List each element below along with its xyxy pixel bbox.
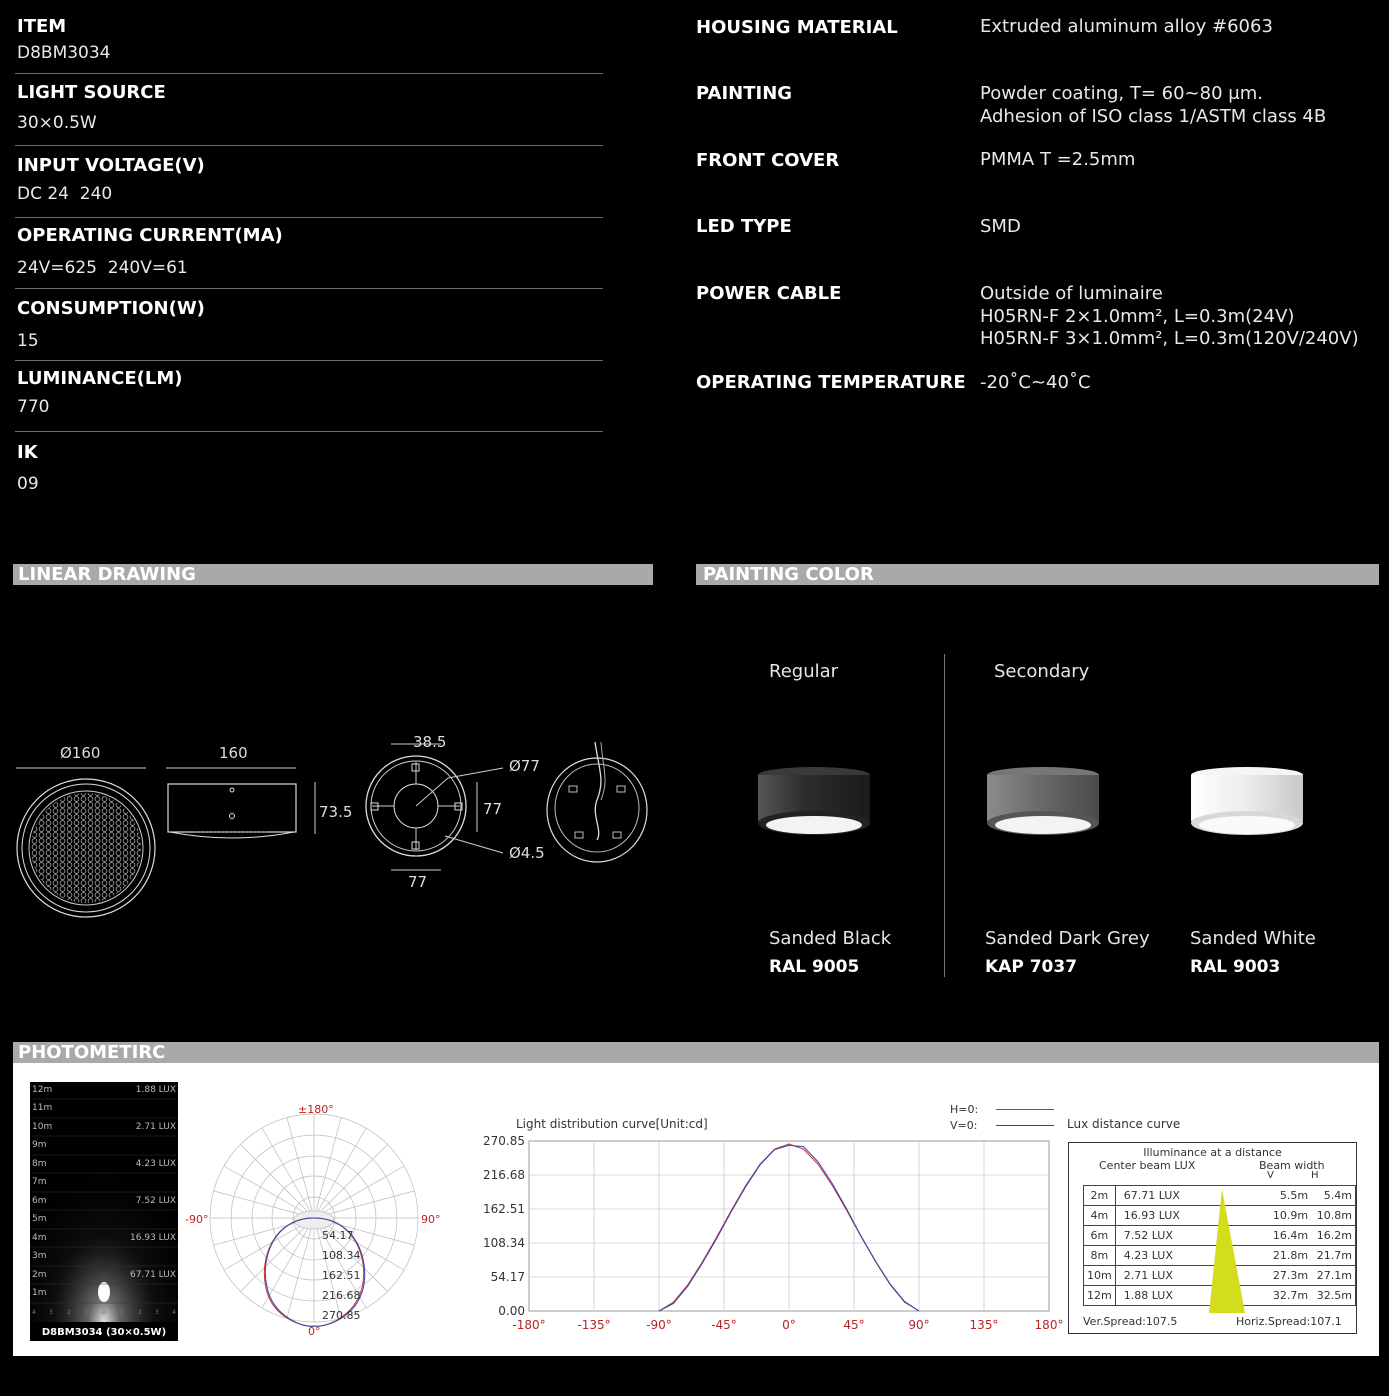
dim-diameter: Ø160 [60,744,101,762]
painting-divider [944,654,945,977]
lux-row-h: 16.2m [1311,1226,1355,1246]
legend-v: V=0: [950,1119,977,1132]
spec-value-line: PMMA T =2.5mm [980,149,1136,170]
spec-value [980,216,1021,239]
legend-h-line [996,1109,1054,1110]
dim-bottom: 77 [408,873,428,891]
lux-x-tick: 0 [102,1309,106,1316]
legend-h: H=0: [950,1103,978,1116]
spec-value: 15 [17,331,39,351]
spec-label: IK [17,442,38,463]
paint-name-white: Sanded White [1190,928,1316,949]
swatch-sanded-black [752,765,877,845]
lux-row-label: 12m [32,1085,53,1095]
y-tick-label: 162.51 [483,1202,525,1216]
polar-ring-label: 162.51 [322,1269,361,1282]
section-bar-photometric [13,1042,1379,1063]
spec-label: OPERATING TEMPERATURE [696,372,966,393]
polar-bottom-label: 0° [308,1325,321,1338]
dim-hole-large: Ø77 [509,757,540,775]
polar-plot [198,1093,458,1343]
paint-code-dark-grey: KAP 7037 [985,957,1078,977]
lux-row-h: 27.1m [1311,1266,1355,1286]
lux-row-label: 1m [32,1288,47,1298]
lux-row-dist: 10m [1084,1266,1116,1286]
section-title-photometric: PHOTOMETIRC [18,1042,166,1063]
section-title-linear-drawing: LINEAR DRAWING [18,564,196,585]
spec-value [980,16,1273,39]
spec-item [17,16,603,64]
spec-value [980,283,1359,351]
spec-value: 30×0.5W [17,113,97,133]
divider [15,431,603,432]
paint-code-white: RAL 9003 [1190,957,1281,977]
spec-value-line: Outside of luminaire [980,283,1163,304]
spec-label: PAINTING [696,83,793,104]
lux-row-v: 5.5m [1267,1186,1311,1206]
swatch-sanded-white [1185,765,1310,845]
spec-label: LED TYPE [696,216,792,237]
polar-ring-label: 54.17 [322,1229,354,1242]
spec-label: CONSUMPTION(W) [17,298,205,319]
col-v: V [1267,1170,1274,1181]
light-distribution-chart [463,1133,1064,1343]
secondary-label: Secondary [994,661,1090,682]
x-tick-label: 90° [908,1318,930,1332]
polar-right-label: 90° [421,1213,441,1226]
lux-x-tick: 2 [138,1309,142,1316]
y-tick-label: 0.00 [498,1304,525,1318]
lux-light-glow [30,1082,178,1341]
x-tick-label: -180° [512,1318,546,1332]
lux-row-v: 10.9m [1267,1206,1311,1226]
lux-distance-title: Lux distance curve [1067,1117,1181,1131]
lux-row-label: 4m [32,1233,47,1243]
dim-top: 38.5 [413,733,447,751]
x-tick-label: 135° [969,1318,999,1332]
dim-width: 160 [219,744,248,762]
divider [15,73,603,74]
lux-x-tick: 3 [49,1309,53,1316]
lux-row-h: 32.5m [1311,1286,1355,1306]
chart-title: Light distribution curve[Unit:cd] [516,1117,708,1131]
lux-x-tick: 4 [172,1309,176,1316]
lux-row-lux: 2.71 LUX [1115,1266,1202,1286]
lux-x-tick: 4 [32,1309,36,1316]
spec-value-line: Adhesion of ISO class 1/ASTM class 4B [980,105,1327,127]
spec-value: 24V=625 240V=61 [17,258,188,278]
polar-left-label: -90° [185,1213,209,1226]
lux-row-dist: 8m [1084,1246,1116,1266]
lux-x-ticks [30,1309,178,1319]
y-tick-label: 54.17 [490,1270,525,1284]
side-view-drawing [160,760,340,850]
y-tick-label: 216.68 [483,1168,525,1182]
lux-value: 2.71 LUX [135,1122,176,1132]
spec-label: ITEM [17,16,67,37]
lux-row-lux: 7.52 LUX [1115,1226,1202,1246]
lux-row-lux: 16.93 LUX [1115,1206,1202,1226]
lux-row-h: 5.4m [1311,1186,1355,1206]
divider [15,145,603,146]
x-tick-label: 0° [782,1318,796,1332]
photometric-panel [13,1063,1379,1356]
lux-row-v: 32.7m [1267,1286,1311,1306]
lux-row-dist: 12m [1084,1286,1116,1306]
lux-x-tick: 1 [120,1309,124,1316]
spec-value: 770 [17,397,50,417]
spec-item [17,442,603,495]
spec-label: FRONT COVER [696,150,840,171]
swatch-sanded-dark-grey [981,765,1106,845]
lux-row-label: 11m [32,1103,53,1113]
lux-row-lux: 67.71 LUX [1115,1186,1202,1206]
spec-value-line: SMD [980,216,1021,237]
col-beam: Beam width [1259,1159,1325,1172]
spec-label: INPUT VOLTAGE(V) [17,155,205,176]
col-center: Center beam LUX [1099,1159,1196,1172]
beam-cone [1209,1187,1269,1317]
lux-row-v: 16.4m [1267,1226,1311,1246]
lux-row-dist: 6m [1084,1226,1116,1246]
spec-item [17,155,603,205]
perspective-view-drawing [545,740,655,870]
spec-value-line: H05RN-F 3×1.0mm², L=0.3m(120V/240V) [980,328,1359,349]
horiz-spread: Horiz.Spread:107.1 [1236,1315,1342,1328]
spec-value-line: Powder coating, T= 60~80 μm. [980,83,1263,104]
lux-row-label: 5m [32,1214,47,1224]
paint-name-black: Sanded Black [769,928,892,949]
spec-item [17,225,603,279]
paint-code-black: RAL 9005 [769,957,860,977]
spec-value [980,372,1091,395]
lux-row-label: 3m [32,1251,47,1261]
spec-item [17,82,603,134]
spec-value: 09 [17,474,39,494]
spec-value-line: H05RN-F 2×1.0mm², L=0.3m(24V) [980,305,1295,327]
dim-side: 77 [483,800,503,818]
spec-value-line: -20˚C~40˚C [980,372,1091,393]
lux-row-label: 2m [32,1270,47,1280]
lux-row-v: 21.8m [1267,1246,1311,1266]
y-tick-label: 270.85 [483,1134,525,1148]
front-view-drawing [10,760,162,920]
divider [15,288,603,289]
spec-value: D8BM3034 [17,43,111,63]
divider [15,360,603,361]
spec-label: OPERATING CURRENT(MA) [17,225,283,246]
x-tick-label: 45° [843,1318,865,1332]
x-tick-label: -90° [646,1318,672,1332]
col-h: H [1311,1170,1319,1181]
lux-value: 7.52 LUX [135,1196,176,1206]
x-tick-label: -135° [577,1318,611,1332]
legend-v-label: V=0 [950,1119,974,1132]
lux-row-label: 8m [32,1159,47,1169]
spec-label: POWER CABLE [696,283,842,304]
lux-row-dist: 4m [1084,1206,1116,1226]
divider [15,217,603,218]
lux-row-v: 27.3m [1267,1266,1311,1286]
ver-spread: Ver.Spread:107.5 [1083,1315,1178,1328]
spec-label: HOUSING MATERIAL [696,17,898,38]
lux-x-tick: 1 [85,1309,89,1316]
lux-distance-box [1068,1142,1357,1334]
lux-value: 16.93 LUX [130,1233,176,1243]
spec-item [17,298,603,352]
dim-height: 73.5 [319,803,353,821]
lux-row-lux: 4.23 LUX [1115,1246,1202,1266]
lux-value: 4.23 LUX [135,1159,176,1169]
spec-label: LIGHT SOURCE [17,82,166,103]
spec-value [980,83,1326,128]
spec-item [17,368,603,418]
y-tick-label: 108.34 [483,1236,525,1250]
lux-row-h: 21.7m [1311,1246,1355,1266]
spec-label: LUMINANCE(LM) [17,368,183,389]
polar-ring-label: 108.34 [322,1249,361,1262]
lux-row-label: 7m [32,1177,47,1187]
spec-value-line: Extruded aluminum alloy #6063 [980,16,1273,37]
regular-label: Regular [769,661,839,682]
lux-x-tick: 2 [67,1309,71,1316]
lux-row-dist: 2m [1084,1186,1116,1206]
x-tick-label: -45° [711,1318,737,1332]
section-title-painting-color: PAINTING COLOR [703,564,874,585]
lux-row-label: 10m [32,1122,53,1132]
lux-falloff-panel [30,1082,178,1341]
lux-value: 67.71 LUX [130,1270,176,1280]
lux-row-label: 6m [32,1196,47,1206]
dim-hole-small: Ø4.5 [509,844,545,862]
lux-x-tick: 3 [155,1309,159,1316]
paint-name-dark-grey: Sanded Dark Grey [985,928,1150,949]
lux-row-lux: 1.88 LUX [1115,1286,1202,1306]
spec-value: DC 24 240 [17,184,113,204]
x-tick-label: 180° [1034,1318,1064,1332]
spec-value [980,149,1135,172]
lux-panel-title: D8BM3034 (30×0.5W) [41,1327,167,1338]
legend-h-label: H=0 [950,1103,975,1116]
lux-box-title: Illuminance at a distance [1143,1146,1282,1159]
legend-v-line [996,1125,1054,1126]
polar-ring-label: 270.85 [322,1309,361,1322]
lux-value: 1.88 LUX [135,1085,176,1095]
lux-row-label: 9m [32,1140,47,1150]
lux-row-h: 10.8m [1311,1206,1355,1226]
polar-top-label: ±180° [298,1103,334,1116]
polar-ring-label: 216.68 [322,1289,361,1302]
